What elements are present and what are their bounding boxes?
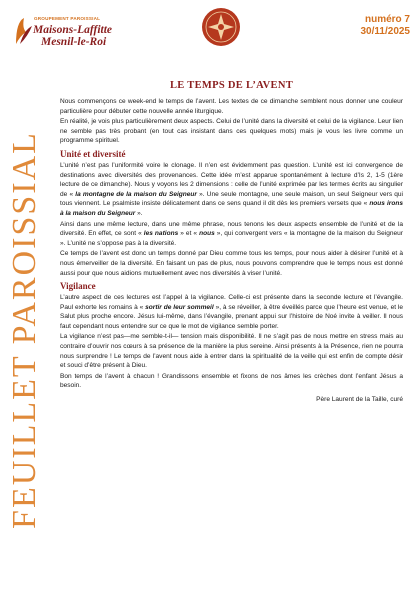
vigilance-paragraph-3: Bon temps de l’avent à chacun ! Grandissons ensemble et fixons de nos âmes les crèches dont l’enfant Jésus a besoin. xyxy=(60,372,403,390)
parish-group-label: GROUPEMENT PAROISSIAL xyxy=(34,16,101,21)
vigilance-paragraph-1: L’autre aspect de ces lectures est l’appel à la vigilance. Celle-ci est présente dans la seconde lecture et l’évangile. Paul exhorte les romains à « sortir de leur sommeil », à se réveiller, à être éveillés parce que l’heure est venue, et le Salut plus proche encore. Jésus lui-même, dans l’évangile, prenant appui sur l’histoire de Noé invite à veiller. Il nous faut cependant nous entendre sur ce que le mot de vigilance semble porter. xyxy=(60,294,403,330)
unity-paragraph-1: L’unité n’est pas l’uniformité voire le clonage. Il n’en est évidemment pas question. L’unité est ici convergence de destinations avec diversités des provenances. Cette idée m’est apparue spontanément à lecture d’Is 2, 1-5 (1ère lecture de ce dimanche). Nous y voyons les 2 dimensions : celle de l’unité exprimée par les termes écrits au singulier de « la montagne de la maison du Seigneur ». Une seule montagne, une seule maison, un seul Seigneur vers qui tous viennent. Le psalmiste insiste délicatement dans ce sens quand il dit dès les premiers versets que « nous irons à la maison du Seigneur ». xyxy=(60,161,404,217)
unity-paragraph-2: Ainsi dans une même lecture, dans une même phrase, nous tenons les deux aspects ensemble de l’unité et de la diversité. En effet, ce sont « les nations » et « nous », qui convergent vers « la montagne de la maison du Seigneur ». L’unité ne s’oppose pas à la diversité. xyxy=(60,220,403,247)
article xyxy=(60,80,403,403)
intro-paragraph-2: En réalité, je vois plus particulièrement deux aspects. Celui de l’unité dans la diversité et celui de la vigilance. Leur lien ne semble pas très probant (en tout cas insistant dans ces quelques mots) mais je vous les livre comme un programme spirituel. xyxy=(60,118,403,145)
unity-paragraph-3: Ce temps de l’avent est donc un temps donné par Dieu comme tous les temps, pour nous aider à désirer l’unité et à nous émerveiller de la diversité. En faisant un pas de plus, nous pouvons comprendre que le temps nous est donné aussi pour que nous aidions mutuellement avec nos diversités à viser l’unité. xyxy=(60,250,403,277)
issue-number: numéro 7 xyxy=(364,14,410,25)
intro-paragraph-1: Nous commençons ce week-end le temps de l’avent. Les textes de ce dimanche semblent nous donner une couleur particulière pour débuter cette nouvelle année liturgique. xyxy=(60,98,403,115)
article-title: LE TEMPS DE L’AVENT xyxy=(169,80,294,91)
parish-logo xyxy=(6,6,146,54)
issue-date: 30/11/2025 xyxy=(360,26,410,37)
sidebar-title-text: FEUILLET PAROISSIAL xyxy=(6,131,43,529)
parish-name-line2: Mesnil-le-Roi xyxy=(41,36,107,48)
parish-name-line1: Maisons-Laffitte xyxy=(33,24,113,36)
header xyxy=(0,0,420,58)
section-heading-unity: Unité et diversité xyxy=(60,148,126,159)
sidebar-vertical-title xyxy=(2,70,48,590)
vigilance-paragraph-2: La vigilance n’est pas—me semble-t-il— tension mais disponibilité. Il ne s’agit pas de nous mettre en stress mais au contraire d’ouvrir nos cœurs à sa présence de la manière la plus sereine. Ainsi présents à la Présence, rien ne pourra nous surprendre ! Le temps de l’avent nous aide à entrer dans la spiritualité de la veille qui est enfin de compte désir et souci d’être présent à Dieu. xyxy=(60,333,403,370)
section-heading-vigilance: Vigilance xyxy=(60,281,96,292)
author-signature: Père Laurent de la Taille, curé xyxy=(316,396,403,404)
issue-info xyxy=(361,14,411,38)
cross-emblem-icon xyxy=(200,6,242,48)
